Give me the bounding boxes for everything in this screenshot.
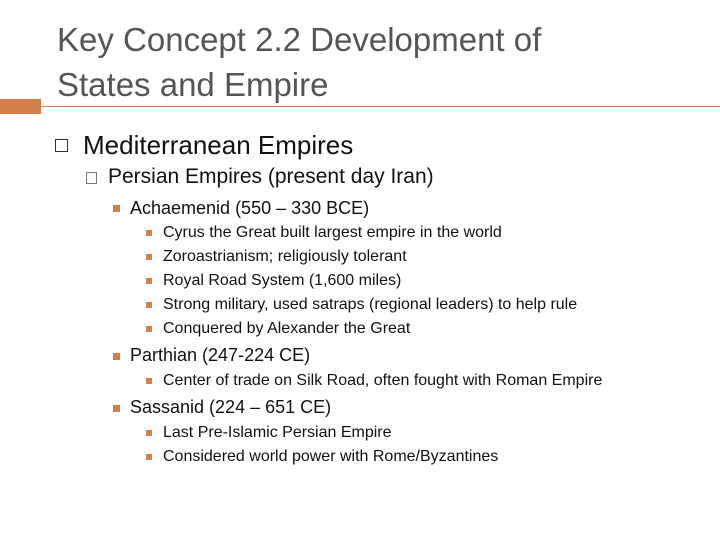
square-bullet-icon (146, 254, 152, 260)
square-bullet-icon (146, 454, 152, 460)
square-bullet-icon (146, 378, 152, 384)
bullet-parthian: Parthian (247-224 CE) (130, 345, 311, 365)
parthian-point: Center of trade on Silk Road, often fought with Roman Empire (163, 372, 603, 389)
slide-title (57, 17, 677, 107)
square-bullet-icon (146, 430, 152, 436)
bullet-achaemenid: Achaemenid (550 – 330 BCE) (130, 198, 370, 218)
bullet-sassanid: Sassanid (224 – 651 CE) (130, 397, 332, 417)
achaemenid-point: Cyrus the Great built largest empire in the world (163, 224, 502, 241)
checkbox-bullet-icon (86, 172, 97, 184)
title-divider (41, 106, 720, 107)
square-bullet-icon (146, 278, 152, 284)
sassanid-point: Considered world power with Rome/Byzantines (163, 448, 499, 465)
achaemenid-point: Conquered by Alexander the Great (163, 320, 411, 337)
square-bullet-icon (113, 405, 120, 412)
square-bullet-icon (146, 302, 152, 308)
square-bullet-icon (146, 326, 152, 332)
accent-bar (0, 99, 41, 114)
square-bullet-icon (146, 230, 152, 236)
achaemenid-point: Royal Road System (1,600 miles) (163, 272, 402, 289)
title-line-2: States and Empire (57, 66, 329, 103)
square-bullet-icon (113, 205, 120, 212)
checkbox-bullet-icon (55, 139, 68, 152)
bullet-mediterranean-empires: Mediterranean Empires (83, 130, 354, 160)
bullet-persian-empires: Persian Empires (present day Iran) (108, 165, 434, 188)
achaemenid-point: Strong military, used satraps (regional leaders) to help rule (163, 296, 578, 313)
achaemenid-point: Zoroastrianism; religiously tolerant (163, 248, 407, 265)
title-line-1: Key Concept 2.2 Development of (57, 21, 542, 58)
square-bullet-icon (113, 353, 120, 360)
sassanid-point: Last Pre-Islamic Persian Empire (163, 424, 392, 441)
